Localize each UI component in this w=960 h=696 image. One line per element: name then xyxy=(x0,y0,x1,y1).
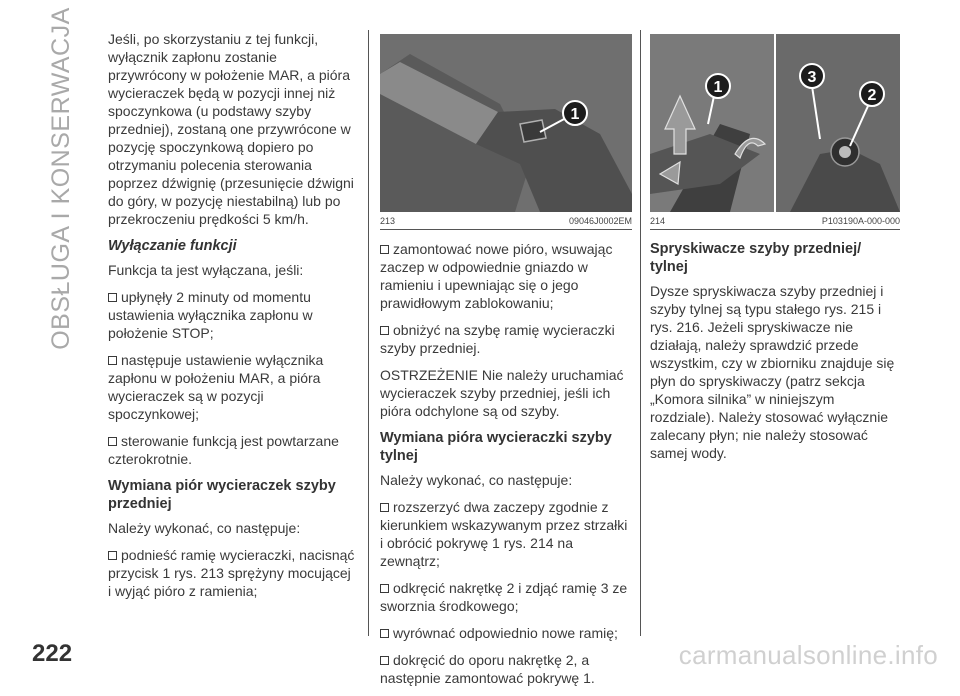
figure-213-image xyxy=(380,34,632,212)
list-item: następuje ustawienie wyłącznika zapłonu w położeniu MAR, a pióra wycieraczek są w pozycji spoczynkowej; xyxy=(108,352,324,422)
figure-213-caption xyxy=(380,214,632,228)
steps-intro: Należy wykonać, co następuje: xyxy=(108,520,301,536)
list-item: sterowanie funkcją jest powtarzane czterokrotnie. xyxy=(108,433,339,467)
heading-front-blade: Wymiana piór wycieraczek szyby przedniej xyxy=(108,478,336,512)
caption-rule xyxy=(380,229,632,230)
checkbox-bullet-icon xyxy=(108,551,117,560)
section-side-title xyxy=(30,6,92,350)
warning-paragraph: OSTRZEŻENIE Nie należy uruchamiać wycieraczek szyby przedniej, jeśli ich pióra odchylone są od szyby. xyxy=(380,367,624,419)
checkbox-bullet-icon xyxy=(380,503,389,512)
list-item: wyrównać odpowiednio nowe ramię; xyxy=(380,624,632,642)
figure-214-callout-1: 1 xyxy=(713,79,723,96)
steps-intro: Należy wykonać, co następuje: xyxy=(380,472,573,488)
washers-paragraph: Dysze spryskiwacza szyby przedniej i szyby tylnej są typu stałego rys. 215 i rys. 216. Jeżeli spryskiwacze nie działają, należy sprawdzić przede wszystkim, czy w zbiorniku znajduje się płyn do spryskiwaczy (patrz sekcja „Komora silnika” w niniejszym rozdziale). Należy stosować wyłącznie zalecany płyn; nie należy stosować samej wody. xyxy=(650,283,895,461)
caption-rule xyxy=(650,229,900,230)
figure-code: P103190A-000-000 xyxy=(821,216,900,226)
figure-code: 09046J0002EM xyxy=(568,216,632,226)
column-3 xyxy=(650,240,900,471)
checkbox-bullet-icon xyxy=(108,293,117,302)
section-title-text: OBSŁUGA I KONSERWACJA xyxy=(46,6,75,350)
watermark-text: carmanualsonline.info xyxy=(678,640,938,670)
figure-214-callout-3: 3 xyxy=(807,69,817,86)
checkbox-bullet-icon xyxy=(380,656,389,665)
list-item: dokręcić do oporu nakrętkę 2, a następnie zamontować pokrywę 1. xyxy=(380,652,595,686)
list-item: rozszerzyć dwa zaczepy zgodnie z kierunkiem wskazywanym przez strzałki i obrócić pokrywę 1 rys. 214 na zewnątrz; xyxy=(380,499,628,569)
figure-number: 214 xyxy=(650,216,666,226)
checkbox-bullet-icon xyxy=(108,437,117,446)
figure-214-callout-2: 2 xyxy=(867,87,877,104)
heading-rear-blade: Wymiana pióra wycieraczki szyby tylnej xyxy=(380,430,612,464)
checkbox-bullet-icon xyxy=(380,245,389,254)
figure-number: 213 xyxy=(380,216,396,226)
column-divider xyxy=(640,30,641,636)
list-item: zamontować nowe pióro, wsuwając zaczep w odpowiednie gniazdo w ramieniu i upewniając się o jego prawidłowym zablokowaniu; xyxy=(380,241,613,311)
column-divider xyxy=(368,30,369,636)
intro-paragraph: Jeśli, po skorzystaniu z tej funkcji, wyłącznik zapłonu zostanie przywrócony w położenie MAR, a pióra wycieraczek będą w pozycji innej niż spoczynkowa (u podstawy szyby przedniej), zostaną one przywrócone w pozycję spoczynkową dopiero po otrzymaniu polecenia sterowania poprzez dźwignię (przesunięcie dźwigni do góry, w pozycję niestabilną) lub po przekroczeniu prędkości 5 km/h. xyxy=(108,31,354,227)
column-2 xyxy=(380,240,632,696)
checkbox-bullet-icon xyxy=(108,356,117,365)
checkbox-bullet-icon xyxy=(380,584,389,593)
deactivate-intro: Funkcja ta jest wyłączana, jeśli: xyxy=(108,262,304,278)
figure-214-caption xyxy=(650,214,900,228)
list-item: upłynęły 2 minuty od momentu ustawienia wyłącznika zapłonu w położenie STOP; xyxy=(108,289,313,341)
figure-214-image xyxy=(650,34,900,212)
page-number: 222 xyxy=(32,640,73,667)
list-item: odkręcić nakrętkę 2 i zdjąć ramię 3 ze sworznia środkowego; xyxy=(380,580,628,614)
checkbox-bullet-icon xyxy=(380,629,389,638)
heading-washers: Spryskiwacze szyby przedniej/ tylnej xyxy=(650,241,862,275)
list-item: obniżyć na szybę ramię wycieraczki szyby przedniej. xyxy=(380,322,615,356)
subheading-deactivation: Wyłączanie funkcji xyxy=(108,238,237,254)
list-item: podnieść ramię wycieraczki, nacisnąć przycisk 1 rys. 213 sprężyny mocującej i wyjąć pióro z ramienia; xyxy=(108,547,355,599)
column-1 xyxy=(108,30,356,609)
figure-213-callout: 1 xyxy=(570,106,580,123)
checkbox-bullet-icon xyxy=(380,326,389,335)
